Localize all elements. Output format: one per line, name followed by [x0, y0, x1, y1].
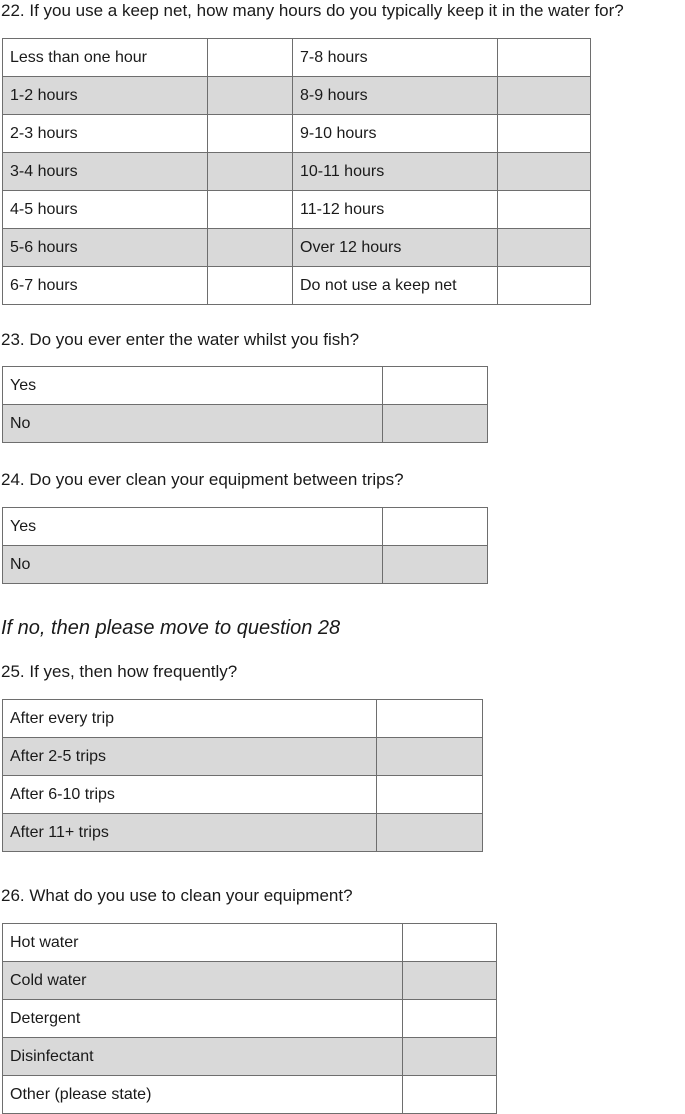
- option-label: After 6-10 trips: [3, 776, 377, 814]
- answer-box[interactable]: [208, 115, 293, 153]
- table-row: [3, 229, 591, 267]
- option-label: No: [3, 405, 383, 443]
- q24-options-table: [2, 507, 488, 584]
- question-23: 23. Do you ever enter the water whilst you fish?: [1, 330, 360, 349]
- option-label: 11-12 hours: [293, 191, 498, 229]
- option-label: 6-7 hours: [3, 267, 208, 305]
- q25-options-table: [2, 699, 483, 852]
- option-label: Do not use a keep net: [293, 267, 498, 305]
- answer-box[interactable]: [377, 738, 483, 776]
- table-row: [3, 546, 488, 584]
- answer-box[interactable]: [208, 77, 293, 115]
- table-row: [3, 39, 591, 77]
- answer-box[interactable]: [403, 962, 497, 1000]
- skip-instruction: If no, then please move to question 28: [1, 617, 341, 639]
- table-row: [3, 962, 497, 1000]
- question-25: 25. If yes, then how frequently?: [1, 662, 238, 681]
- answer-box[interactable]: [498, 229, 591, 267]
- option-label: Disinfectant: [3, 1038, 403, 1076]
- q23-options-table: [2, 366, 488, 443]
- option-label: 4-5 hours: [3, 191, 208, 229]
- table-row: [3, 267, 591, 305]
- answer-box[interactable]: [498, 153, 591, 191]
- question-24: 24. Do you ever clean your equipment between trips?: [1, 470, 404, 489]
- q22-options-table: [2, 38, 591, 305]
- answer-box[interactable]: [498, 267, 591, 305]
- option-label: 5-6 hours: [3, 229, 208, 267]
- table-row: [3, 814, 483, 852]
- option-label: 3-4 hours: [3, 153, 208, 191]
- answer-box[interactable]: [208, 267, 293, 305]
- answer-box[interactable]: [403, 1000, 497, 1038]
- option-label: No: [3, 546, 383, 584]
- option-label: Over 12 hours: [293, 229, 498, 267]
- option-label: Yes: [3, 367, 383, 405]
- option-label: After 2-5 trips: [3, 738, 377, 776]
- table-row: [3, 924, 497, 962]
- option-label: 8-9 hours: [293, 77, 498, 115]
- answer-box[interactable]: [383, 508, 488, 546]
- table-row: [3, 776, 483, 814]
- option-label: After 11+ trips: [3, 814, 377, 852]
- option-label: 1-2 hours: [3, 77, 208, 115]
- table-row: [3, 1076, 497, 1114]
- answer-box[interactable]: [403, 1038, 497, 1076]
- answer-box[interactable]: [498, 39, 591, 77]
- table-row: [3, 508, 488, 546]
- answer-box[interactable]: [377, 776, 483, 814]
- table-row: [3, 738, 483, 776]
- option-label: Other (please state): [3, 1076, 403, 1114]
- q26-options-table: [2, 923, 497, 1114]
- question-22: 22. If you use a keep net, how many hours do you typically keep it in the water for?: [1, 1, 624, 20]
- table-row: [3, 367, 488, 405]
- answer-box[interactable]: [208, 153, 293, 191]
- option-label: Yes: [3, 508, 383, 546]
- answer-box[interactable]: [208, 229, 293, 267]
- option-label: Hot water: [3, 924, 403, 962]
- answer-box[interactable]: [377, 814, 483, 852]
- answer-box[interactable]: [498, 115, 591, 153]
- answer-box[interactable]: [383, 405, 488, 443]
- answer-box[interactable]: [498, 191, 591, 229]
- answer-box[interactable]: [377, 700, 483, 738]
- answer-box[interactable]: [208, 39, 293, 77]
- option-label: After every trip: [3, 700, 377, 738]
- table-row: [3, 77, 591, 115]
- answer-box[interactable]: [208, 191, 293, 229]
- option-label: 7-8 hours: [293, 39, 498, 77]
- option-label: Less than one hour: [3, 39, 208, 77]
- table-row: [3, 115, 591, 153]
- table-row: [3, 191, 591, 229]
- option-label: Cold water: [3, 962, 403, 1000]
- option-label: Detergent: [3, 1000, 403, 1038]
- table-row: [3, 405, 488, 443]
- table-row: [3, 700, 483, 738]
- option-label: 9-10 hours: [293, 115, 498, 153]
- answer-box[interactable]: [383, 367, 488, 405]
- question-26: 26. What do you use to clean your equipment?: [1, 886, 353, 905]
- option-label: 10-11 hours: [293, 153, 498, 191]
- table-row: [3, 153, 591, 191]
- table-row: [3, 1000, 497, 1038]
- answer-box[interactable]: [403, 1076, 497, 1114]
- option-label: 2-3 hours: [3, 115, 208, 153]
- answer-box[interactable]: [383, 546, 488, 584]
- answer-box[interactable]: [403, 924, 497, 962]
- table-row: [3, 1038, 497, 1076]
- answer-box[interactable]: [498, 77, 591, 115]
